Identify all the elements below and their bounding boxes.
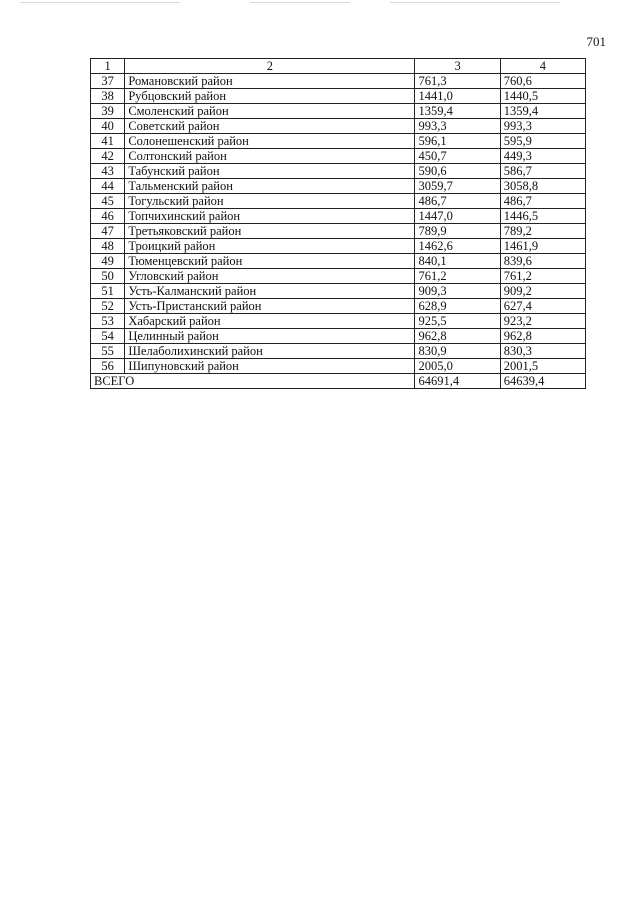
table-row: [91, 314, 586, 329]
table-header-row: [91, 59, 586, 74]
district-name: Тальменский район: [125, 179, 415, 194]
page-number: 701: [586, 34, 606, 49]
table-row: [91, 194, 586, 209]
value-col-4: 923,2: [500, 314, 585, 329]
district-name: Табунский район: [125, 164, 415, 179]
row-number: 50: [91, 269, 125, 284]
value-col-3: 1447,0: [415, 209, 500, 224]
value-col-4: 486,7: [500, 194, 585, 209]
value-col-4: 789,2: [500, 224, 585, 239]
header-cell-4: 4: [500, 59, 585, 74]
row-number: 41: [91, 134, 125, 149]
scan-artifact-line: [390, 2, 560, 3]
value-col-3: 2005,0: [415, 359, 500, 374]
value-col-4: 760,6: [500, 74, 585, 89]
district-name: Топчихинский район: [125, 209, 415, 224]
table-row: [91, 119, 586, 134]
value-col-3: 761,3: [415, 74, 500, 89]
row-number: 52: [91, 299, 125, 314]
value-col-3: 486,7: [415, 194, 500, 209]
table-row: [91, 89, 586, 104]
row-number: 51: [91, 284, 125, 299]
value-col-3: 590,6: [415, 164, 500, 179]
row-number: 42: [91, 149, 125, 164]
table-row: [91, 209, 586, 224]
row-number: 43: [91, 164, 125, 179]
value-col-3: 962,8: [415, 329, 500, 344]
value-col-4: 449,3: [500, 149, 585, 164]
table-row: [91, 104, 586, 119]
district-name: Солонешенский район: [125, 134, 415, 149]
row-number: 38: [91, 89, 125, 104]
row-number: 45: [91, 194, 125, 209]
value-col-3: 628,9: [415, 299, 500, 314]
district-name: Хабарский район: [125, 314, 415, 329]
value-col-4: 595,9: [500, 134, 585, 149]
value-col-4: 1461,9: [500, 239, 585, 254]
value-col-4: 1359,4: [500, 104, 585, 119]
value-col-3: 840,1: [415, 254, 500, 269]
value-col-3: 450,7: [415, 149, 500, 164]
value-col-4: 586,7: [500, 164, 585, 179]
total-value-col-4: 64639,4: [500, 374, 585, 389]
table-row: [91, 149, 586, 164]
district-name: Шипуновский район: [125, 359, 415, 374]
value-col-4: 627,4: [500, 299, 585, 314]
district-name: Целинный район: [125, 329, 415, 344]
district-name: Солтонский район: [125, 149, 415, 164]
table-row: [91, 344, 586, 359]
value-col-4: 3058,8: [500, 179, 585, 194]
scan-artifact-line: [20, 2, 180, 3]
district-table: [90, 58, 586, 389]
value-col-3: 596,1: [415, 134, 500, 149]
district-name: Шелаболихинский район: [125, 344, 415, 359]
table-row: [91, 299, 586, 314]
value-col-4: 909,2: [500, 284, 585, 299]
value-col-3: 1441,0: [415, 89, 500, 104]
district-name: Смоленский район: [125, 104, 415, 119]
district-name: Третьяковский район: [125, 224, 415, 239]
value-col-4: 1440,5: [500, 89, 585, 104]
scan-artifact-line: [250, 2, 350, 3]
header-cell-1: 1: [91, 59, 125, 74]
value-col-3: 761,2: [415, 269, 500, 284]
district-name: Усть-Калманский район: [125, 284, 415, 299]
district-name: Рубцовский район: [125, 89, 415, 104]
table-row: [91, 359, 586, 374]
table-row: [91, 179, 586, 194]
value-col-3: 789,9: [415, 224, 500, 239]
row-number: 48: [91, 239, 125, 254]
value-col-4: 839,6: [500, 254, 585, 269]
table-row: [91, 329, 586, 344]
row-number: 53: [91, 314, 125, 329]
value-col-3: 830,9: [415, 344, 500, 359]
table-row: [91, 284, 586, 299]
total-value-col-3: 64691,4: [415, 374, 500, 389]
value-col-3: 3059,7: [415, 179, 500, 194]
header-cell-2: 2: [125, 59, 415, 74]
table-row: [91, 164, 586, 179]
row-number: 40: [91, 119, 125, 134]
value-col-3: 925,5: [415, 314, 500, 329]
table-row: [91, 254, 586, 269]
total-row: [91, 374, 586, 389]
header-cell-3: 3: [415, 59, 500, 74]
value-col-4: 993,3: [500, 119, 585, 134]
table-body: [91, 59, 586, 389]
table-row: [91, 239, 586, 254]
value-col-4: 761,2: [500, 269, 585, 284]
total-label: ВСЕГО: [91, 374, 415, 389]
row-number: 39: [91, 104, 125, 119]
district-name: Тогульский район: [125, 194, 415, 209]
value-col-4: 2001,5: [500, 359, 585, 374]
value-col-3: 1462,6: [415, 239, 500, 254]
table-row: [91, 269, 586, 284]
row-number: 55: [91, 344, 125, 359]
table-row: [91, 224, 586, 239]
row-number: 49: [91, 254, 125, 269]
row-number: 37: [91, 74, 125, 89]
district-name: Советский район: [125, 119, 415, 134]
district-name: Угловский район: [125, 269, 415, 284]
value-col-4: 1446,5: [500, 209, 585, 224]
table-row: [91, 74, 586, 89]
district-name: Усть-Пристанский район: [125, 299, 415, 314]
value-col-3: 909,3: [415, 284, 500, 299]
value-col-4: 962,8: [500, 329, 585, 344]
row-number: 47: [91, 224, 125, 239]
table-row: [91, 134, 586, 149]
row-number: 44: [91, 179, 125, 194]
district-name: Романовский район: [125, 74, 415, 89]
district-name: Тюменцевский район: [125, 254, 415, 269]
row-number: 46: [91, 209, 125, 224]
district-name: Троицкий район: [125, 239, 415, 254]
row-number: 56: [91, 359, 125, 374]
row-number: 54: [91, 329, 125, 344]
value-col-4: 830,3: [500, 344, 585, 359]
value-col-3: 1359,4: [415, 104, 500, 119]
value-col-3: 993,3: [415, 119, 500, 134]
